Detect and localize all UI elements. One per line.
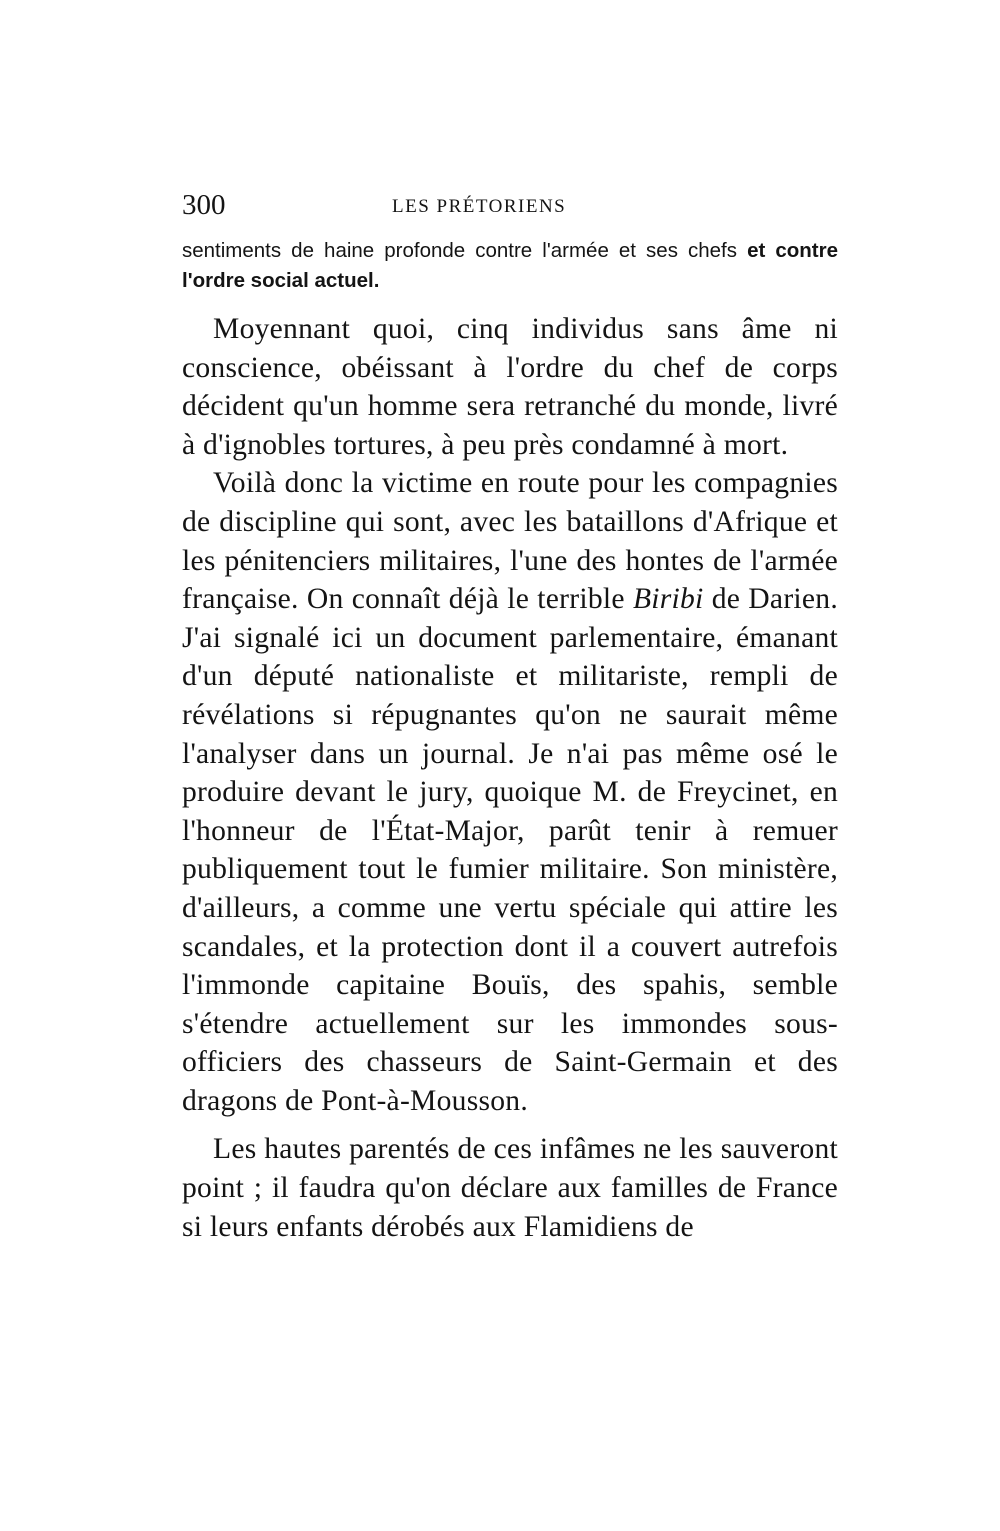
intro-text: sentiments de haine profonde contre l'armée et ses chefs xyxy=(182,239,748,262)
paragraph-3: Les hautes parentés de ces infâmes ne les sauveront point ; il faudra qu'on déclare aux familles de France si leurs enfants dérobés aux Flamidiens de xyxy=(182,1133,838,1243)
paragraph-1: Moyennant quoi, cinq individus sans âme ni conscience, obéissant à l'ordre du chef de corps décident qu'un homme sera retranché du monde, livré à d'ignobles tortures, à peu près condamné à mort. xyxy=(182,313,838,461)
running-title: LES PRÉTORIENS xyxy=(392,196,567,217)
paragraph-2-text-start: Voilà donc la victime en route pour les compagnies de discipline qui sont, avec les bataillons d'Afrique et les pénitenciers militaires, l'une des hontes de l'armée française. On connaît déjà le terrible xyxy=(182,467,838,616)
paragraph-2 xyxy=(182,464,838,1120)
body-text xyxy=(182,236,838,1246)
italic-title: Biribi xyxy=(632,583,704,616)
page-number: 300 xyxy=(182,189,226,221)
paragraph-2-text-end: de Darien. J'ai signalé ici un document parlementaire, émanant d'un député nationaliste et militariste, rempli de révélations si répugnantes qu'on ne saurait même l'analyser dans un journal. Je n'ai pas même osé le produire devant le jury, quoique M. de Freycinet, en l'honneur de l'État-Major, parût tenir à remuer publiquement tout le fumier militaire. Son ministère, d'ailleurs, a comme une vertu spéciale qui attire les scandales, et la protection dont il a couvert autrefois l'immonde capitaine Bouïs, des spahis, semble s'étendre actuellement sur les immondes sous-officiers des chasseurs de Saint-Germain et des dragons de Pont-à-Mousson. xyxy=(182,583,838,1117)
intro-paragraph xyxy=(182,236,838,296)
running-head xyxy=(182,187,838,223)
intro-bold-text: et contre l'ordre social actuel. xyxy=(182,239,838,292)
